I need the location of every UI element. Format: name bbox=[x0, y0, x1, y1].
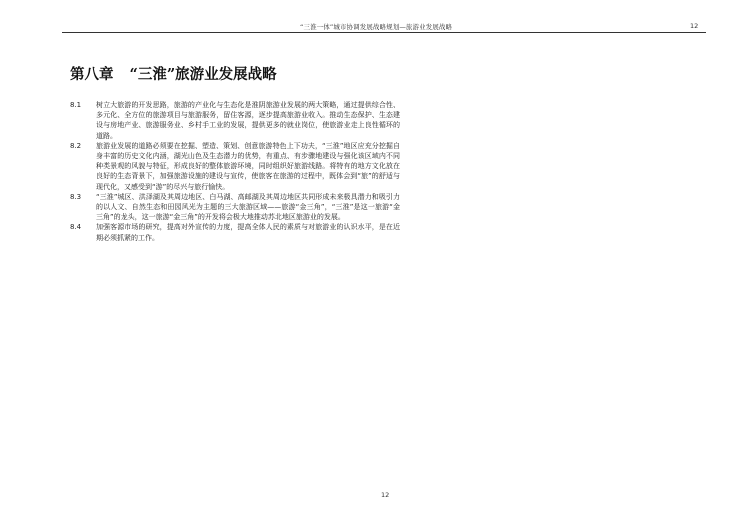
item-text: 旅游业发展的道路必须要在挖掘、塑造、策划、创意旅游特色上下功夫，“三淮”地区应充分挖掘自身丰富的历史文化内涵，湖光山色及生态潜力的优势，有重点、有步骤地建设与强化该区域内不同种类景观的风貌与特征，形成良好的整体旅游环境，同时组织好旅游线路。将特有的地方文化放在良好的生态背景下，加强旅游设施的建设与宣传，使旅客在旅游的过程中，既体会到“旅”的舒适与现代化，又感受到“游”的尽兴与旅行愉快。 bbox=[96, 141, 400, 191]
item-number: 8.2 bbox=[70, 141, 82, 150]
header-page-number: 12 bbox=[690, 22, 699, 30]
item-number: 8.3 bbox=[70, 192, 82, 201]
strategy-list bbox=[70, 100, 400, 243]
running-header: “三淮一体”城市协调发展战略规划—旅游业发展战略 bbox=[300, 23, 453, 31]
list-item bbox=[70, 192, 400, 223]
item-number: 8.1 bbox=[70, 101, 82, 109]
item-number: 8.4 bbox=[70, 223, 82, 232]
header-rule bbox=[62, 32, 706, 33]
chapter-number: 第八章 bbox=[70, 66, 114, 83]
footer-page-number: 12 bbox=[381, 491, 390, 499]
item-text: 树立大旅游的开发思路，旅游的产业化与生态化是淮阴旅游业发展的两大策略，通过提供综合性、多元化、全方位的旅游项目与旅游服务，留住客源，逐步提高旅游业收入。推动生态保护、生态建设与房地产业、旅游服务业、乡村手工业的发展，提供更多的就业岗位，使旅游业走上良性循环的道路。 bbox=[96, 101, 400, 140]
item-text: “三淮”城区、洪泽湖及其周边地区、白马湖、高邮湖及其周边地区共同形成未来极具潜力和吸引力的以人文、自然生态和田园风光为主题的三大旅游区域——旅游“金三角”，“三淮”是这一旅游“金三角”的龙头，这一旅游“金三角”的开发将会极大地推动苏北地区旅游业的发展。 bbox=[96, 192, 400, 222]
item-text: 加强客源市场的研究，提高对外宣传的力度，提高全体人民的素质与对旅游业的认识水平，是在近期必须抓紧的工作。 bbox=[96, 223, 400, 242]
list-item bbox=[70, 100, 400, 141]
chapter-title bbox=[70, 63, 277, 84]
list-item bbox=[70, 222, 400, 242]
chapter-name: “三淮”旅游业发展战略 bbox=[129, 66, 277, 83]
list-item bbox=[70, 141, 400, 192]
